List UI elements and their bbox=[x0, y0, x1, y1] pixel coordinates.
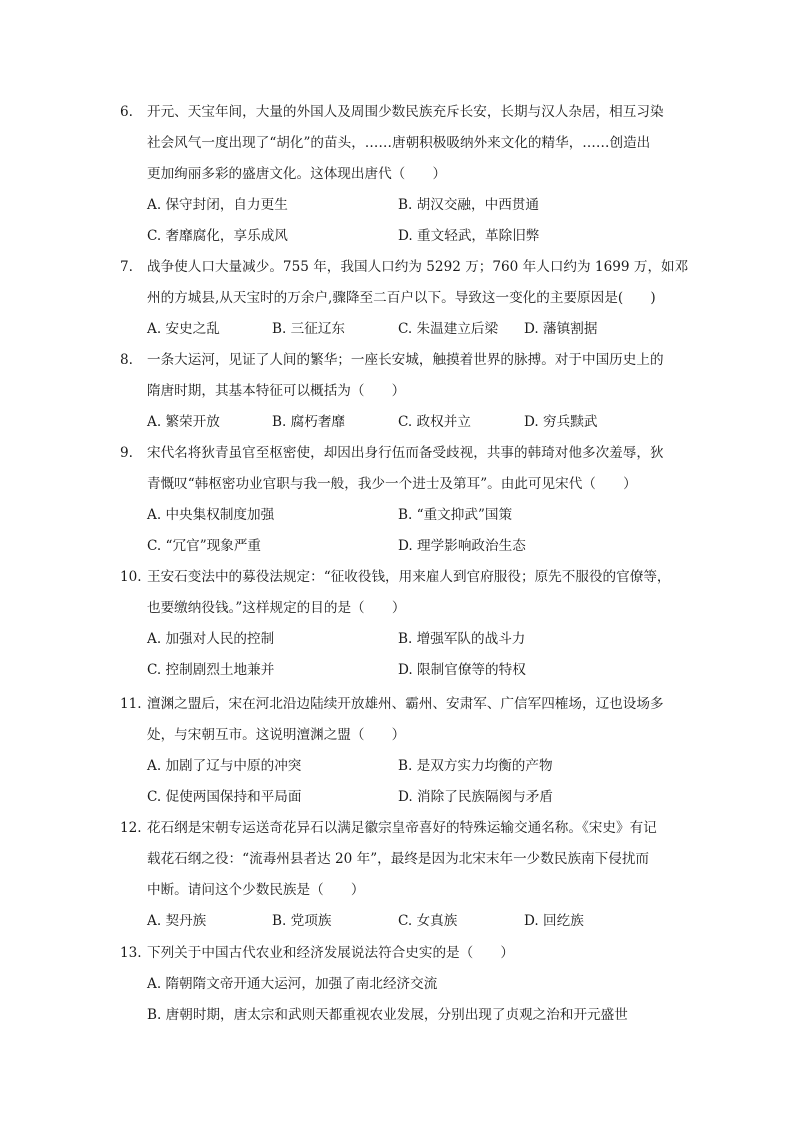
option-d[interactable]: D. 消除了民族隔阂与矛盾 bbox=[398, 789, 553, 805]
question-9 bbox=[120, 438, 680, 562]
question-number: 8. bbox=[120, 352, 133, 368]
option-d[interactable]: D. 理学影响政治生态 bbox=[398, 538, 526, 554]
question-text: 下列关于中国古代农业和经济发展说法符合史实的是（ ） bbox=[147, 945, 515, 961]
option-b[interactable]: B. “重文抑武”国策 bbox=[398, 507, 513, 523]
option-c[interactable]: C. “冗官”现象严重 bbox=[147, 538, 262, 554]
question-number: 6. bbox=[120, 104, 133, 120]
option-a[interactable]: A. 安史之乱 bbox=[147, 321, 220, 337]
question-text: 社会风气一度出现了“胡化”的苗头，……唐朝积极吸纳外来文化的精华，……创造出 bbox=[147, 135, 651, 151]
question-line bbox=[120, 844, 680, 875]
question-8 bbox=[120, 345, 680, 438]
question-11 bbox=[120, 689, 680, 813]
option-d[interactable]: D. 重文轻武，革除旧弊 bbox=[398, 228, 540, 244]
question-line bbox=[120, 159, 680, 190]
option-c[interactable]: C. 朱温建立后梁 bbox=[398, 321, 499, 337]
options-row bbox=[120, 1000, 680, 1031]
question-number: 7. bbox=[120, 259, 133, 275]
question-number: 11. bbox=[120, 696, 142, 712]
option-c[interactable]: C. 控制剧烈土地兼并 bbox=[147, 662, 275, 678]
options-row bbox=[120, 655, 680, 686]
question-line bbox=[120, 938, 680, 969]
option-b[interactable]: B. 胡汉交融，中西贯通 bbox=[398, 197, 539, 213]
options-row bbox=[120, 969, 680, 1000]
question-text: 处，与宋朝互市。这说明澶渊之盟（ ） bbox=[147, 727, 406, 743]
question-7 bbox=[120, 252, 689, 345]
option-d[interactable]: D. 限制官僚等的特权 bbox=[398, 662, 526, 678]
options-row bbox=[120, 531, 680, 562]
question-number: 12. bbox=[120, 820, 142, 836]
option-d[interactable]: D. 回纥族 bbox=[524, 913, 584, 929]
question-6 bbox=[120, 97, 680, 252]
option-a[interactable]: A. 加强对人民的控制 bbox=[147, 631, 275, 647]
question-13 bbox=[120, 938, 680, 1031]
question-line bbox=[120, 97, 680, 128]
question-text: 开元、天宝年间，大量的外国人及周围少数民族充斥长安，长期与汉人杂居，相互习染 bbox=[147, 104, 664, 120]
option-c[interactable]: C. 奢靡腐化，享乐成风 bbox=[147, 228, 288, 244]
options-row bbox=[120, 624, 680, 655]
option-a[interactable]: A. 隋朝隋文帝开通大运河，加强了南北经济交流 bbox=[147, 976, 438, 992]
question-line bbox=[120, 689, 680, 720]
question-line bbox=[120, 720, 680, 751]
option-a[interactable]: A. 契丹族 bbox=[147, 913, 207, 929]
question-line bbox=[120, 469, 680, 500]
options-row bbox=[120, 751, 680, 782]
option-a[interactable]: A. 中央集权制度加强 bbox=[147, 507, 275, 523]
question-12 bbox=[120, 813, 680, 937]
option-b[interactable]: B. 唐朝时期，唐太宗和武则天都重视农业发展，分别出现了贞观之治和开元盛世 bbox=[147, 1007, 628, 1023]
question-text: 中断。请问这个少数民族是（ ） bbox=[147, 882, 365, 898]
options-row bbox=[120, 221, 680, 252]
question-text: 花石纲是宋朝专运送奇花异石以满足徽宗皇帝喜好的特殊运输交通名称。《宋史》有记 bbox=[147, 820, 657, 836]
question-text: 更加绚丽多彩的盛唐文化。这体现出唐代（ ） bbox=[147, 166, 447, 182]
option-b[interactable]: B. 党项族 bbox=[272, 913, 332, 929]
question-line bbox=[120, 128, 680, 159]
option-c[interactable]: C. 政权并立 bbox=[398, 414, 471, 430]
question-text: 载花石纲之役：“流毒州县者达 20 年”，最终是因为北宋末年一少数民族南下侵扰而 bbox=[147, 851, 650, 867]
question-line bbox=[120, 252, 689, 283]
question-text: 也要缴纳役钱。”这样规定的目的是（ ） bbox=[147, 600, 406, 616]
option-b[interactable]: B. 是双方实力均衡的产物 bbox=[398, 758, 553, 774]
options-row bbox=[120, 314, 680, 345]
question-text: 州的方城县,从天宝时的万余户,骤降至二百户以下。导致这一变化的主要原因是( ) bbox=[147, 290, 656, 306]
question-number: 10. bbox=[120, 569, 142, 585]
options-row bbox=[120, 407, 680, 438]
option-c[interactable]: C. 促使两国保持和平局面 bbox=[147, 789, 302, 805]
question-line bbox=[120, 562, 680, 593]
question-text: 宋代名将狄青虽官至枢密使，却因出身行伍而备受歧视，共事的韩琦对他多次羞辱，狄 bbox=[147, 445, 664, 461]
question-line bbox=[120, 376, 680, 407]
question-text: 战争使人口大量减少。755 年，我国人口约为 5292 万；760 年人口约为 1699 万，如邓 bbox=[147, 259, 689, 275]
option-a[interactable]: A. 保守封闭，自力更生 bbox=[147, 197, 288, 213]
question-line bbox=[120, 813, 680, 844]
question-text: 澶渊之盟后，宋在河北沿边陆续开放雄州、霸州、安肃军、广信军四榷场，辽也设场多 bbox=[147, 696, 664, 712]
question-line bbox=[120, 438, 680, 469]
question-text: 王安石变法中的募役法规定：“征收役钱，用来雇人到官府服役；原先不服役的官僚等， bbox=[147, 569, 671, 585]
question-text: 青慨叹“韩枢密功业官职与我一般，我少一个进士及第耳”。由此可见宋代（ ） bbox=[147, 476, 637, 492]
question-number: 9. bbox=[120, 445, 133, 461]
option-a[interactable]: A. 繁荣开放 bbox=[147, 414, 220, 430]
options-row bbox=[120, 782, 680, 813]
question-line bbox=[120, 345, 680, 376]
option-d[interactable]: D. 穷兵黩武 bbox=[524, 414, 598, 430]
options-row bbox=[120, 500, 680, 531]
question-10 bbox=[120, 562, 680, 686]
options-row bbox=[120, 190, 680, 221]
question-text: 一条大运河，见证了人间的繁华；一座长安城，触摸着世界的脉搏。对于中国历史上的 bbox=[147, 352, 664, 368]
option-d[interactable]: D. 藩镇割据 bbox=[524, 321, 598, 337]
option-b[interactable]: B. 腐朽奢靡 bbox=[272, 414, 346, 430]
option-c[interactable]: C. 女真族 bbox=[398, 913, 458, 929]
question-line bbox=[120, 875, 680, 906]
option-b[interactable]: B. 增强军队的战斗力 bbox=[398, 631, 526, 647]
option-b[interactable]: B. 三征辽东 bbox=[272, 321, 346, 337]
question-line bbox=[120, 283, 680, 314]
question-line bbox=[120, 593, 680, 624]
question-number: 13. bbox=[120, 945, 142, 961]
option-a[interactable]: A. 加剧了辽与中原的冲突 bbox=[147, 758, 302, 774]
question-text: 隋唐时期，其基本特征可以概括为（ ） bbox=[147, 383, 406, 399]
options-row bbox=[120, 906, 680, 937]
